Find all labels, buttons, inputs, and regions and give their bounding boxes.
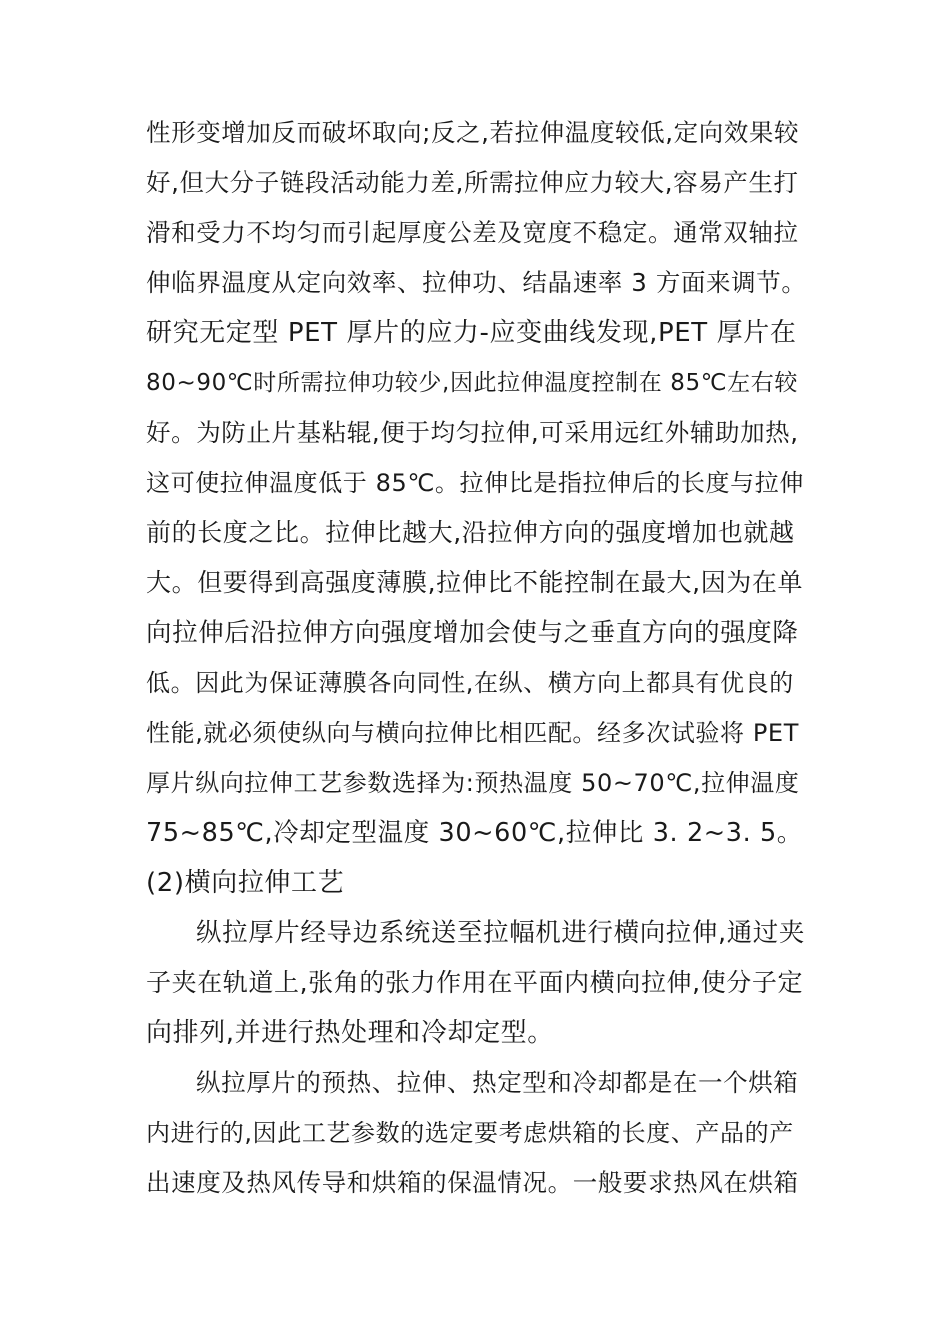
text-line: 厚片纵向拉伸工艺参数选择为:预热温度 50~70℃,拉伸温度 [146,769,800,797]
text-line: 出速度及热风传导和烘箱的保温情况。一般要求热风在烘箱 [146,1168,799,1197]
text-line: 低。因此为保证薄膜各向同性,在纵、横方向上都具有优良的 [146,669,794,697]
text-line: 伸临界温度从定向效率、拉伸功、结晶速率 3 方面来调节。 [146,268,807,297]
text-line: 好。为防止片基粘辊,便于均匀拉伸,可采用远红外辅助加热, [146,418,799,447]
text-line: 性形变增加反而破坏取向;反之,若拉伸温度较低,定向效果较 [146,118,800,147]
text-line: 前的长度之比。拉伸比越大,沿拉伸方向的强度增加也就越 [146,518,795,547]
text-line: 性能,就必须使纵向与横向拉伸比相匹配。经多次试验将 PET [146,719,799,747]
text-line: 内进行的,因此工艺参数的选定要考虑烘箱的长度、产品的产 [146,1119,794,1147]
paragraph-first-line: 纵拉厚片的预热、拉伸、热定型和冷却都是在一个烘箱 [196,1068,799,1097]
text-line: 向拉伸后沿拉伸方向强度增加会使与之垂直方向的强度降 [146,618,799,648]
text-line: 子夹在轨道上,张角的张力作用在平面内横向拉伸,使分子定 [146,968,804,997]
text-line: 80~90℃时所需拉伸功较少,因此拉伸温度控制在 85℃左右较 [146,370,798,396]
text-line: 大。但要得到高强度薄膜,拉伸比不能控制在最大,因为在单 [146,568,804,597]
text-line: 75~85℃,冷却定型温度 30~60℃,拉伸比 3. 2~3. 5。 [146,818,803,848]
section-heading: (2)横向拉伸工艺 [146,868,345,898]
text-line: 滑和受力不均匀而引起厚度公差及宽度不稳定。通常双轴拉 [146,218,799,247]
paragraph-first-line: 纵拉厚片经导边系统送至拉幅机进行横向拉伸,通过夹 [196,918,806,948]
text-line: 这可使拉伸温度低于 85℃。拉伸比是指拉伸后的长度与拉伸 [146,469,804,497]
text-line: 好,但大分子链段活动能力差,所需拉伸应力较大,容易产生打 [146,168,799,197]
text-line: 向排列,并进行热处理和冷却定型。 [146,1018,554,1048]
text-line: 研究无定型 PET 厚片的应力-应变曲线发现,PET 厚片在 [146,318,797,348]
